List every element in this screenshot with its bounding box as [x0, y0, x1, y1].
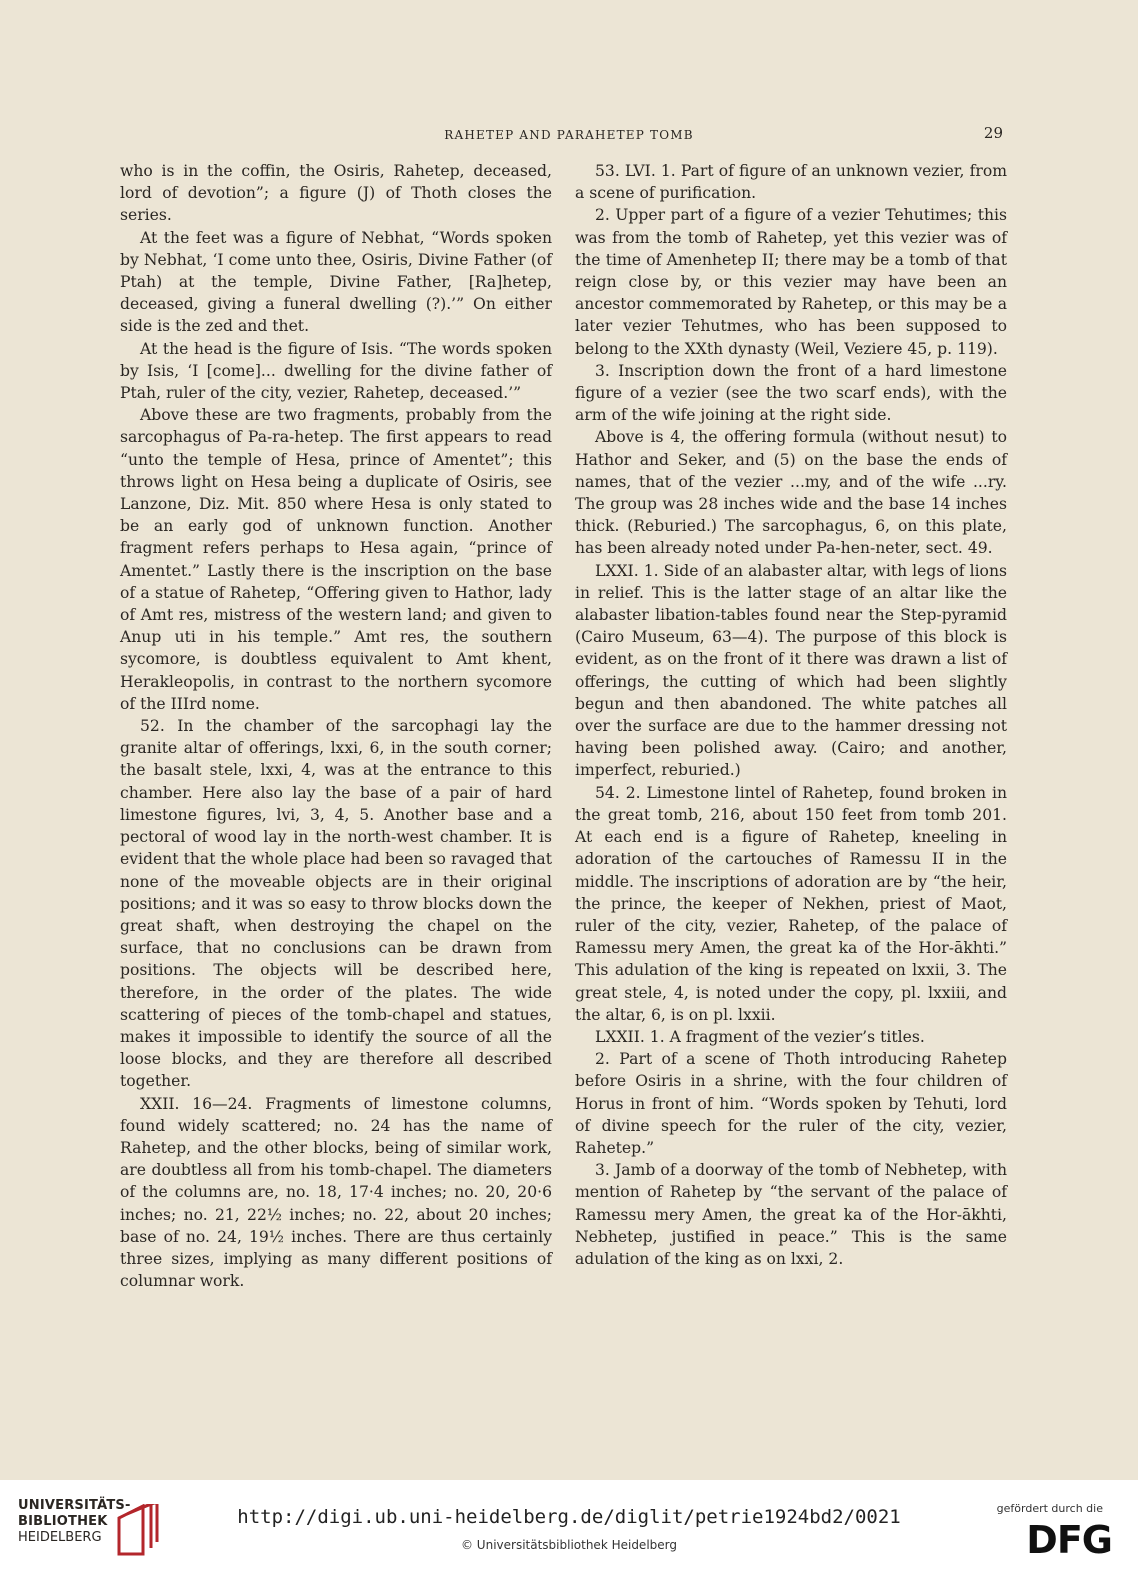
- copyright-notice: © Universitätsbibliothek Heidelberg: [460, 1538, 677, 1552]
- library-name-line: HEIDELBERG: [18, 1530, 102, 1545]
- paragraph: 2. Part of a scene of Thoth introducing Rahetep before Osiris in a shrine, with the four children of Horus in front of him. “Words spoken by Tehuti, lord of divine speech for the ruler of the city, vezier, Rahetep.”: [575, 1050, 1007, 1157]
- paragraph: 53. LVI. 1. Part of figure of an unknown vezier, from a scene of purification.: [575, 162, 1007, 203]
- paragraph: At the head is the figure of Isis. “The words spoken by Isis, ‘I [come]... dwelling for the divine father of Ptah, ruler of the city, vezier, Rahetep, deceased.’”: [120, 339, 552, 403]
- paragraph: 52. In the chamber of the sarcophagi lay the granite altar of offerings, lxxi, 6, in the south corner; the basalt stele, lxxi, 4, was at the entrance to this chamber. Here also lay the base of a pair of hard limestone figures, lvi, 3, 4, 5. Another base and a pectoral of wood lay in the north-west chamber. It is evident that the whole place had been so ravaged that none of the moveable objects are in their original positions; and it was so easy to throw blocks down the great shaft, when destroying the chapel on the surface, that no conclusions can be drawn from positions. The objects will be described here, therefore, in the order of the plates. The wide scattering of pieces of the tomb-chapel and statues, makes it impossible to identify the source of all the loose blocks, and they are therefore all described together.: [120, 717, 552, 1091]
- paragraph: 3. Jamb of a doorway of the tomb of Nebhetep, with mention of Rahetep by “the servant of the palace of Ramessu mery Amen, the great ka of the Hor-ākhti, Nebhetep, justified in peace.” This is the same adulation of the king as on lxxi, 2.: [575, 1161, 1007, 1268]
- library-name-line: BIBLIOTHEK: [18, 1514, 108, 1529]
- right-column: [575, 160, 1007, 1270]
- library-name-line: UNIVERSITÄTS-: [18, 1498, 131, 1513]
- paragraph: 2. Upper part of a figure of a vezier Tehutimes; this was from the tomb of Rahetep, yet this vezier was of the time of Amenhetep II; there may be a tomb of that reign close by, or this vezier may have been an ancestor commemorated by Rahetep, or this may be a later vezier Tehutmes, who has been supposed to belong to the XXth dynasty (Weil, Veziere 45, p. 119).: [575, 206, 1007, 358]
- page-header: [0, 124, 1138, 144]
- paragraph: 3. Inscription down the front of a hard limestone figure of a vezier (see the two scarf ends), with the arm of the wife joining at the right side.: [575, 361, 1007, 425]
- paragraph: 54. 2. Limestone lintel of Rahetep, found broken in the great tomb, 216, about 150 feet from tomb 201. At each end is a figure of Rahetep, kneeling in adoration of the cartouches of Ramessu II in the middle. The inscriptions of adoration are by “the heir, the prince, the keeper of Nekhen, priest of Maot, ruler of the city, vezier, Rahetep, of the palace of Ramessu mery Amen, the great ka of the Hor-ākhti.” This adulation of the king is repeated on lxxii, 3. The great stele, 4, is noted under the copy, pl. lxxiii, and the altar, 6, is on pl. lxxii.: [575, 783, 1007, 1024]
- dfg-logo: DFG: [1026, 1518, 1112, 1562]
- paragraph: who is in the coffin, the Osiris, Rahetep, deceased, lord of devotion”; a figure (J) of Thoth closes the series.: [120, 162, 552, 225]
- paragraph: LXXI. 1. Side of an alabaster altar, with legs of lions in relief. This is the latter stage of an altar like the alabaster libation-tables found near the Step-pyramid (Cairo Museum, 63—4). The purpose of this block is evident, as on the front of it there was drawn a list of offerings, the cutting of which had been slightly begun and then abandoned. The white patches all over the surface are due to the hammer dressing not having been polished away. (Cairo; and another, imperfect, reburied.): [575, 561, 1007, 780]
- paragraph: At the feet was a figure of Nebhat, “Words spoken by Nebhat, ‘I come unto thee, Osiris, Divine Father (of Ptah) at the temple, Divine Father, [Ra]hetep, deceased, giving a funeral dwelling (?).’” On either side is the zed and thet.: [120, 228, 552, 336]
- digitization-footer: [0, 1480, 1138, 1571]
- page-number: 29: [983, 124, 1003, 142]
- running-head: RAHETEP AND PARAHETEP TOMB: [444, 128, 694, 142]
- permalink-url[interactable]: http://digi.ub.uni-heidelberg.de/diglit/petrie1924bd2/0021: [237, 1506, 901, 1528]
- paragraph: Above these are two fragments, probably from the sarcophagus of Pa-ra-hetep. The first appears to read “unto the temple of Hesa, prince of Amentet”; this throws light on Hesa being a duplicate of Osiris, see Lanzone, Diz. Mit. 850 where Hesa is only stated to be an early god of unknown function. Another fragment refers perhaps to Hesa again, “prince of Amentet.” Lastly there is the inscription on the base of a statue of Rahetep, “Offering given to Hathor, lady of Amt res, mistress of the western land; and given to Anup uti in his temple.” Amt res, the southern sycomore, is doubtless equivalent to Amt khent, Herakleopolis, in contrast to the northern sycomore of the IIIrd nome.: [120, 406, 552, 713]
- paragraph: LXXII. 1. A fragment of the vezier’s titles.: [595, 1027, 925, 1046]
- paragraph: XXII. 16—24. Fragments of limestone columns, found widely scattered; no. 24 has the name of Rahetep, and the other blocks, being of similar work, are doubtless all from his tomb-chapel. The diameters of the columns are, no. 18, 17·4 inches; no. 20, 20·6 inches; no. 21, 22½ inches; no. 22, about 20 inches; base of no. 24, 19½ inches. There are thus certainly three sizes, implying as many different positions of columnar work.: [120, 1094, 552, 1291]
- left-column: [120, 160, 552, 1292]
- funder-label: gefördert durch die: [996, 1502, 1103, 1515]
- paragraph: Above is 4, the offering formula (without nesut) to Hathor and Seker, and (5) on the base the ends of names, that of the vezier ...my, and of the wife ...ry. The group was 28 inches wide and the base 14 inches thick. (Reburied.) The sarcophagus, 6, on this plate, has been already noted under Pa-hen-neter, sect. 49.: [575, 428, 1007, 558]
